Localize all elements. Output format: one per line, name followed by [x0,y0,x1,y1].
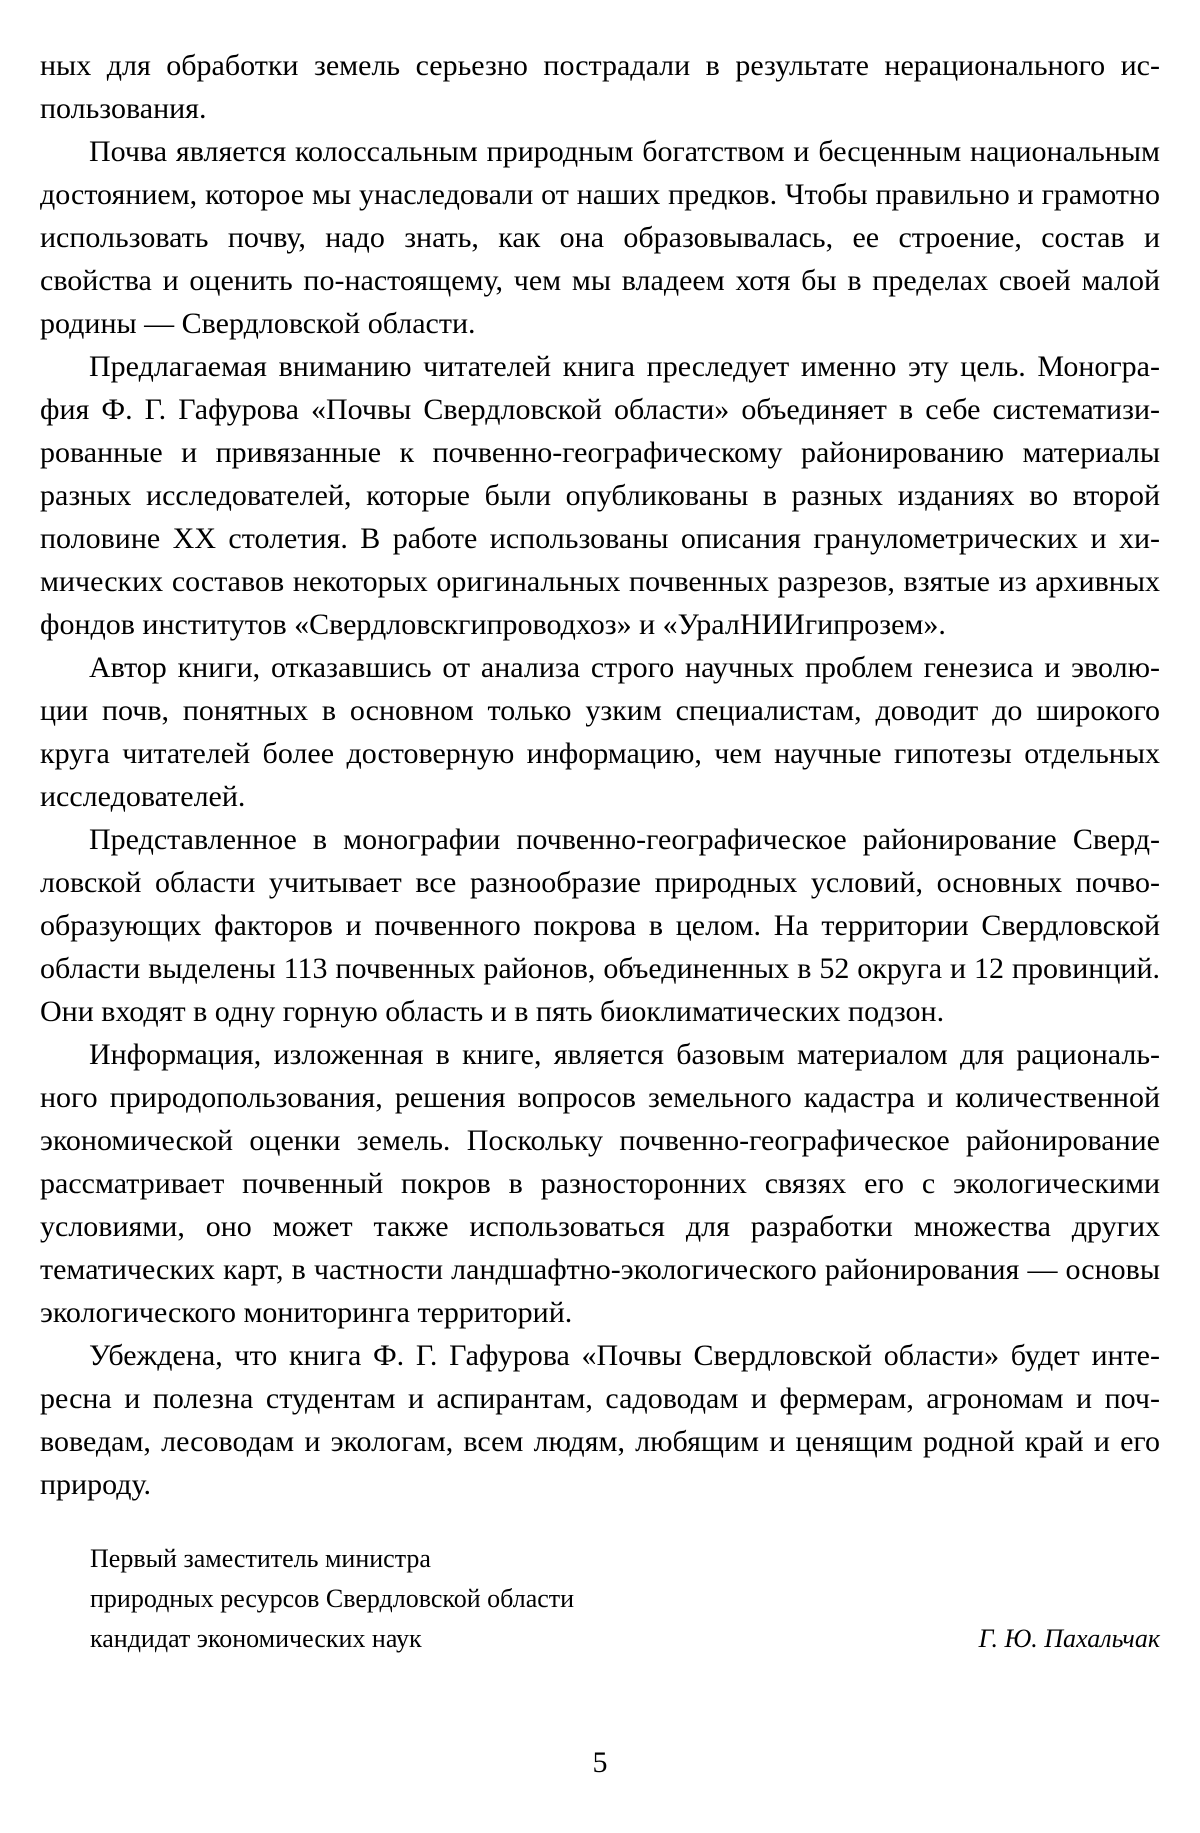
page-number: 5 [592,1746,608,1779]
paragraph-author-approach: Автор книги, отказавшись от анализа строго научных проблем генезиса и эволюции почв, понятных в основном только узким специалистам, доводит до широкого круга читателей более достоверную информацию, чем научные гипотезы отдельных исследователей. [40,651,1160,813]
paragraph-conclusion: Убеждена, что книга Ф. Г. Гафурова «Почвы Свердловской области» будет интересна и полезна студентам и аспирантам, садоводам и фермерам, агрономам и почвоведам, лесоводам и экологам, всем людям, любящим и ценящим родной край и его природу. [40,1339,1160,1501]
signature-position-line-1: Первый заместитель министра [90,1544,431,1573]
signature-position-line-3 [90,1619,1160,1659]
signature-block [90,1539,1160,1659]
paragraph-monograph-purpose: Предлагаемая вниманию читателей книга преследует именно эту цель. Монография Ф. Г. Гафурова «Почвы Свердловской области» объединяет в себе систематизированные и привязанные к почвенно-географическому районированию материалы разных исследователей, которые были опубликованы в разных изданиях во второй половине XX столетия. В работе использованы описания гранулометрических и химических составов некоторых оригинальных почвенных разрезов, взятые из архивных фондов институтов «Свердловскгипроводхоз» и «УралНИИгипрозем». [40,350,1160,641]
paragraph-zoning: Представленное в монографии почвенно-географическое районирование Свердловской области учитывает все разнообразие природных условий, основных почвообразующих факторов и почвенного покрова в целом. На территории Свердловской области выделены 113 почвенных районов, объединенных в 52 округа и 12 провинций. Они входят в одну горную область и в пять биоклиматических подзон. [40,823,1160,1028]
paragraph-information-use: Информация, изложенная в книге, является базовым материалом для рационального природопользования, решения вопросов земельного кадастра и количественной экономической оценки земель. Поскольку почвенно-географическое районирование рассматривает почвенный покров в разносторонних связях его с экологическими условиями, оно может также использоваться для разработки множества других тематических карт, в частности ландшафтно-экологического районирования — основы экологического мониторинга территорий. [40,1038,1160,1329]
signatory-name: Г. Ю. Пахальчак [978,1624,1160,1653]
paragraph-continuation: ных для обработки земель серьезно пострадали в результате нерационального использования. [40,49,1160,125]
signature-degree: кандидат экономических наук [90,1624,422,1653]
document-body [40,44,1160,1506]
signature-position-line-2: природных ресурсов Свердловской области [90,1584,575,1613]
paragraph-soil-heritage: Почва является колоссальным природным богатством и бесценным национальным достоянием, которое мы унаследовали от наших предков. Чтобы правильно и грамотно использовать почву, надо знать, как она образовывалась, ее строение, состав и свойства и оценить по-настоящему, чем мы владеем хотя бы в пределах своей малой родины — Свердловской области. [40,135,1160,340]
